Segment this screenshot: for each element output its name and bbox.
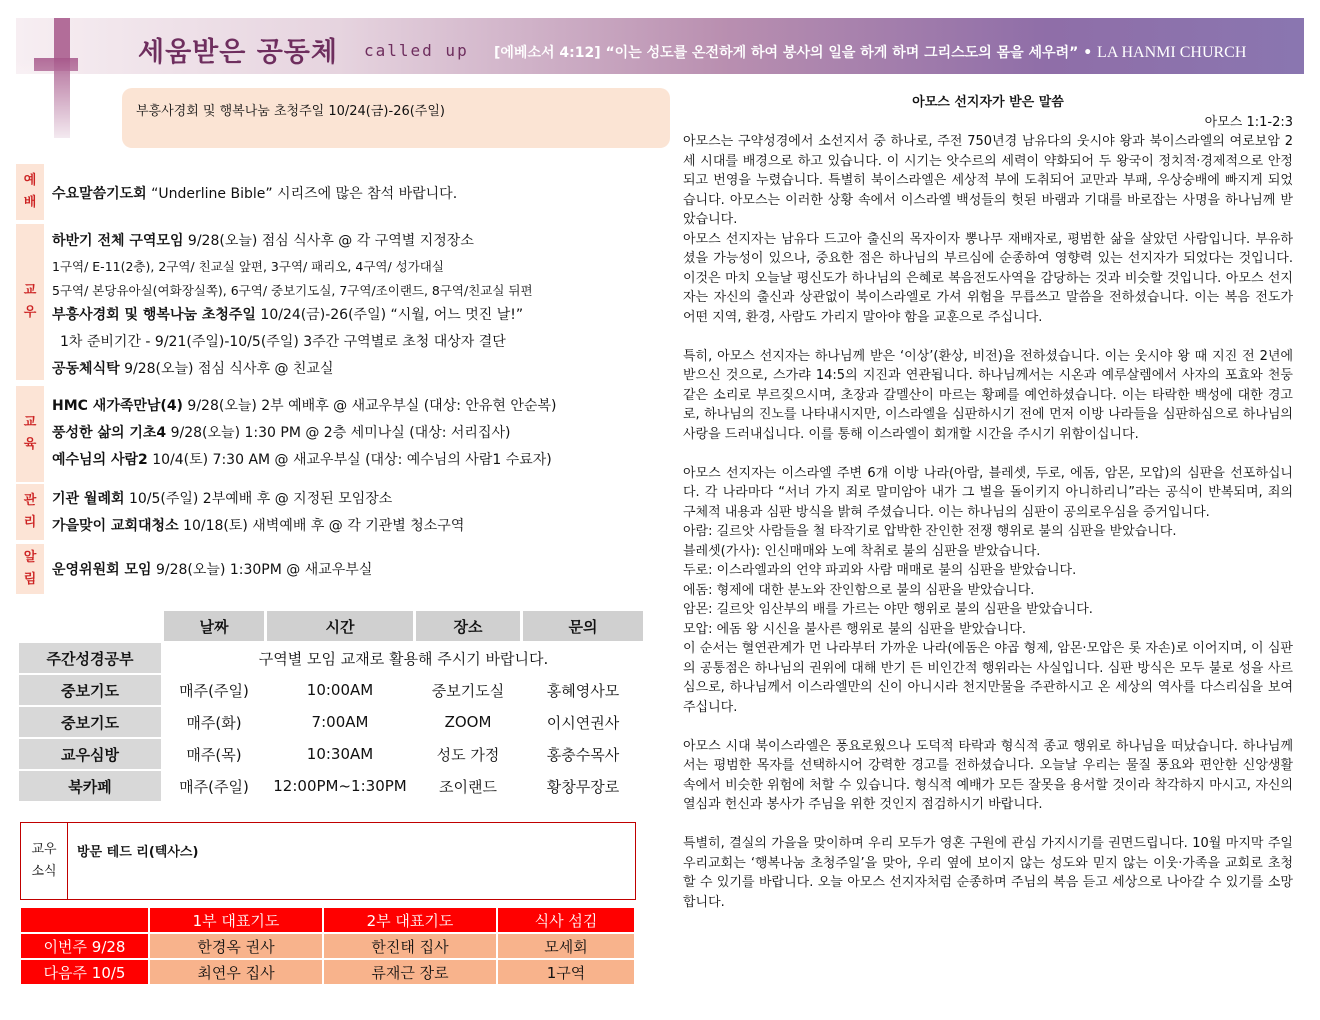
cross-icon (16, 18, 78, 138)
article-list-item: 아람: 길르앗 사람들을 철 타작기로 압박한 잔인한 전쟁 행위로 불의 심판을 받았습니다. (683, 524, 1177, 539)
article-title: 아모스 선지자가 받은 말씀 (912, 95, 1064, 110)
worship-line: 수요말씀기도회 “Underline Bible” 시리즈에 많은 참석 바랍니다. (52, 186, 458, 202)
banner-verse (494, 42, 1246, 62)
section-education (16, 386, 640, 482)
table-header-row: 1부 대표기도 2부 대표기도 식사 섬김 (21, 908, 634, 932)
banner-bullet: • (1083, 45, 1093, 61)
section-label-worship: 예 배 (16, 164, 44, 220)
article-reference: 아모스 1:1-2:3 (1204, 114, 1293, 130)
table-row: 이번주 9/28 한경옥 권사 한진태 집사 모세회 (21, 934, 634, 958)
banner-subtitle: called up (364, 41, 469, 60)
banner-church-name: LA HANMI CHURCH (1097, 44, 1247, 61)
col-header-contact: 문의 (523, 611, 643, 641)
header-banner (16, 18, 1304, 74)
admin-line-1: 기관 월례회 10/5(주일) 2부예배 후 @ 지정된 모임장소 (52, 491, 393, 507)
bible-study-note: 구역별 모임 교재로 활용해 주시기 바랍니다. (258, 649, 549, 668)
table-row: 교우심방 매주(목) 10:30AM 성도 가정 홍충수목사 (19, 739, 643, 769)
article-list-item: 두로: 이스라엘과의 언약 파괴와 사람 매매로 불의 심판을 받았습니다. (683, 563, 1077, 578)
article-list-item: 모압: 에돔 왕 시신을 불사른 행위로 불의 심판을 받았습니다. (683, 621, 1026, 637)
article-paragraph: 아모스는 구약성경에서 소선지서 중 하나로, 주전 750년경 남유다의 웃시야 왕과 북이스라엘의 여로보암 2세 시대를 배경으로 하고 있습니다. 이 시기는 앗수르의 세력이 약화되어 두 왕국이 정치적·경제적으로 안정되고 번영을 누렸습니다. 특별히 북이스라엘은 세상적 부에 도취되어 교만과 부패, 우상숭배에 빠지게 되었습니다. 아모스는 이러한 상황 속에서 이스라엘 백성들의 헛된 바램과 기대를 바로잡는 사명을 하나님께 받았습니다. (683, 134, 1293, 227)
table-row: 중보기도 매주(화) 7:00AM ZOOM 이시연권사 (19, 707, 643, 737)
fellowship-line-6: 공동체식탁 9/28(오늘) 점심 식사후 @ 친교실 (52, 361, 334, 377)
section-label-education: 교 육 (16, 386, 44, 482)
table-row: 중보기도 매주(주일) 10:00AM 중보기도실 홍혜영사모 (19, 675, 643, 705)
banner-title: 세움받은 공동체 (138, 37, 338, 68)
fellowship-line-3: 5구역/ 본당유아실(여화장실쪽), 6구역/ 중보기도실, 7구역/조이랜드, 8구역/친교실 뒤편 (52, 283, 533, 298)
notice-line-1: 운영위원회 모임 9/28(오늘) 1:30PM @ 새교우부실 (52, 562, 373, 578)
article-paragraph: 특히, 아모스 선지자는 하나님께 받은 ‘이상’(환상, 비전)을 전하셨습니다. 이는 웃시야 왕 때 지진 전 2년에 받으신 것으로, 스가랴 14:5의 지진과 연관됩니다. 하나님께서는 시온과 예루살렘에서 사자의 포효와 천둥 같은 소리로 부르짖으시며, 초장과 갈멜산이 마르는 황폐를 예언하셨습니다. 이는 타락한 백성에 대한 경고로, 하나님의 진노를 나타내시지만, 이스라엘을 심판하시기 전에 먼저 이방 나라들을 심판하심으로 하나님의 사랑을 드러내십니다. 이를 통해 이스라엘이 회개할 시간을 주시기 위함이십니다. (683, 348, 1293, 442)
section-admin (16, 484, 640, 540)
col-header-time: 시간 (267, 611, 413, 641)
education-line-1: HMC 새가족만남(4) 9/28(오늘) 2부 예배후 @ 새교우부실 (대상: 안유현 안순복) (52, 398, 557, 414)
article-paragraph: 이 순서는 혈연관계가 먼 나라부터 가까운 나라(에돔은 야곱 형제, 암몬·모압은 롯 자손)로 이어지며, 이 심판의 공통점은 하나님의 권위에 대해 반기 든 비인간적 행위라는 사실입니다. 심판 방식은 모두 불로 성을 사르심으로, 하나님께서 이스라엘만의 신이 아니시라 천지만물을 주관하시고 온 세상의 역사를 다스리심을 보여주십니다. (683, 641, 1293, 715)
fellowship-line-2: 1구역/ E-11(2층), 2구역/ 친교실 앞편, 3구역/ 패리오, 4구역/ 성가대실 (52, 259, 444, 274)
section-label-admin: 관 리 (16, 484, 44, 540)
article-list-item: 블레셋(가사): 인신매매와 노예 착취로 불의 심판을 받았습니다. (683, 543, 1041, 559)
sermon-article (683, 93, 1293, 912)
article-paragraph: 아모스 선지자는 남유다 드고아 출신의 목자이자 뽕나무 재배자로, 평범한 삶을 살았던 사람입니다. 부유하셨을 가능성이 있으나, 중요한 점은 하나님의 부르심에 순종하여 영향력 있는 선지자가 되었다는 것입니다. 이것은 마치 오늘날 평신도가 하나님의 은혜로 복음전도사역을 감당하는 것과 비슷할 것입니다. 아모스 선지자는 자신의 출신과 상관없이 북이스라엘로 가셔 위험을 무릅쓰고 말씀을 전하셨습니다. 이는 복음 전도가 어떤 지역, 환경, 사람도 가리지 말아야 함을 교훈으로 주십니다. (683, 231, 1293, 325)
member-news-label: 교우 소식 (21, 823, 68, 899)
section-fellowship (16, 224, 640, 380)
prayer-duty-table (19, 906, 636, 986)
education-line-2: 풍성한 삶의 기초4 9/28(오늘) 1:30 PM @ 2층 세미나실 (대상: 서리집사) (52, 425, 511, 441)
member-news-text: 방문 테드 리(텍사스) (77, 845, 199, 860)
article-list-item: 에돔: 형제에 대한 분노와 잔인함으로 불의 심판을 받았습니다. (683, 582, 1035, 598)
fellowship-line-5: 1차 준비기간 - 9/21(주일)-10/5(주일) 3주간 구역별로 초청 대상자 결단 (60, 334, 506, 350)
table-header-row (19, 611, 643, 641)
row-header: 주간성경공부 (19, 643, 161, 673)
article-paragraph: 특별히, 결실의 가을을 맞이하며 우리 모두가 영혼 구원에 관심 가지시기를 권면드립니다. 10월 마지막 주일 우리교회는 ‘행복나눔 초청주일’을 맞아, 우리 옆에 보이지 않는 성도와 믿지 않는 이웃·가족을 교회로 초청할 수 있기를 바랍니다. 오늘 아모스 선지자처럼 순종하며 주님의 복음 듣고 세상으로 나아갈 수 있기를 소망합니다. (683, 836, 1293, 910)
weekly-schedule-table (16, 609, 646, 803)
section-worship (16, 164, 640, 220)
fellowship-line-1: 하반기 전체 구역모임 9/28(오늘) 점심 식사후 @ 각 구역별 지정장소 (52, 233, 474, 249)
section-label-notice: 알 림 (16, 544, 44, 594)
education-line-3: 예수님의 사람2 10/4(토) 7:30 AM @ 새교우부실 (대상: 예수님의 사람1 수료자) (52, 452, 552, 468)
section-label-fellowship: 교 우 (16, 224, 44, 380)
banner-verse-ref: [에베소서 4:12] (494, 45, 601, 61)
revival-notice-text: 부흥사경회 및 행복나눔 초청주일 10/24(금)-26(주일) (136, 104, 445, 119)
revival-notice-box (122, 88, 670, 148)
member-news-box (20, 822, 636, 900)
col-header-place: 장소 (416, 611, 520, 641)
table-row: 다음주 10/5 최연우 집사 류재근 장로 1구역 (21, 960, 634, 984)
col-header-date: 날짜 (164, 611, 264, 641)
section-notice (16, 544, 640, 594)
admin-line-2: 가을맞이 교회대청소 10/18(토) 새벽예배 후 @ 각 기관별 청소구역 (52, 518, 465, 534)
article-paragraph: 아모스 선지자는 이스라엘 주변 6개 이방 나라(아람, 블레셋, 두로, 에돔, 암몬, 모압)의 심판을 선포하십니다. 각 나라마다 “서너 가지 죄로 말미암아 내가 그 벌을 돌이키지 아니하리니”라는 공식이 반복되며, 죄의 구체적 내용과 심판 방식을 밝혀 주셨습니다. 이는 하나님의 심판이 공의로우심을 증거입니다. (683, 465, 1293, 520)
article-paragraph: 아모스 시대 북이스라엘은 풍요로웠으나 도덕적 타락과 형식적 종교 행위로 하나님을 떠났습니다. 하나님께서는 평범한 목자를 선택하시어 강력한 경고를 전하셨습니다. 오늘날 우리는 물질 풍요와 편안한 신앙생활 속에서 비슷한 위험에 처할 수 있습니다. 형식적 예배가 모든 잘못을 용서할 것이라 착각하지 마시고, 자신의 열심과 헌신과 봉사가 주님을 위한 것인지 점검하시기 바랍니다. (683, 738, 1293, 812)
fellowship-line-4: 부흥사경회 및 행복나눔 초청주일 10/24(금)-26(주일) “시월, 어느 멋진 날!” (52, 307, 524, 323)
table-row: 북카페 매주(주일) 12:00PM~1:30PM 조이랜드 황창무장로 (19, 771, 643, 801)
article-list-item: 암몬: 길르앗 임산부의 배를 가르는 야만 행위로 불의 심판을 받았습니다. (683, 602, 1093, 617)
table-row (19, 643, 643, 673)
banner-verse-text: “이는 성도를 온전하게 하여 봉사의 일을 하게 하며 그리스도의 몸을 세우려” (605, 45, 1079, 61)
